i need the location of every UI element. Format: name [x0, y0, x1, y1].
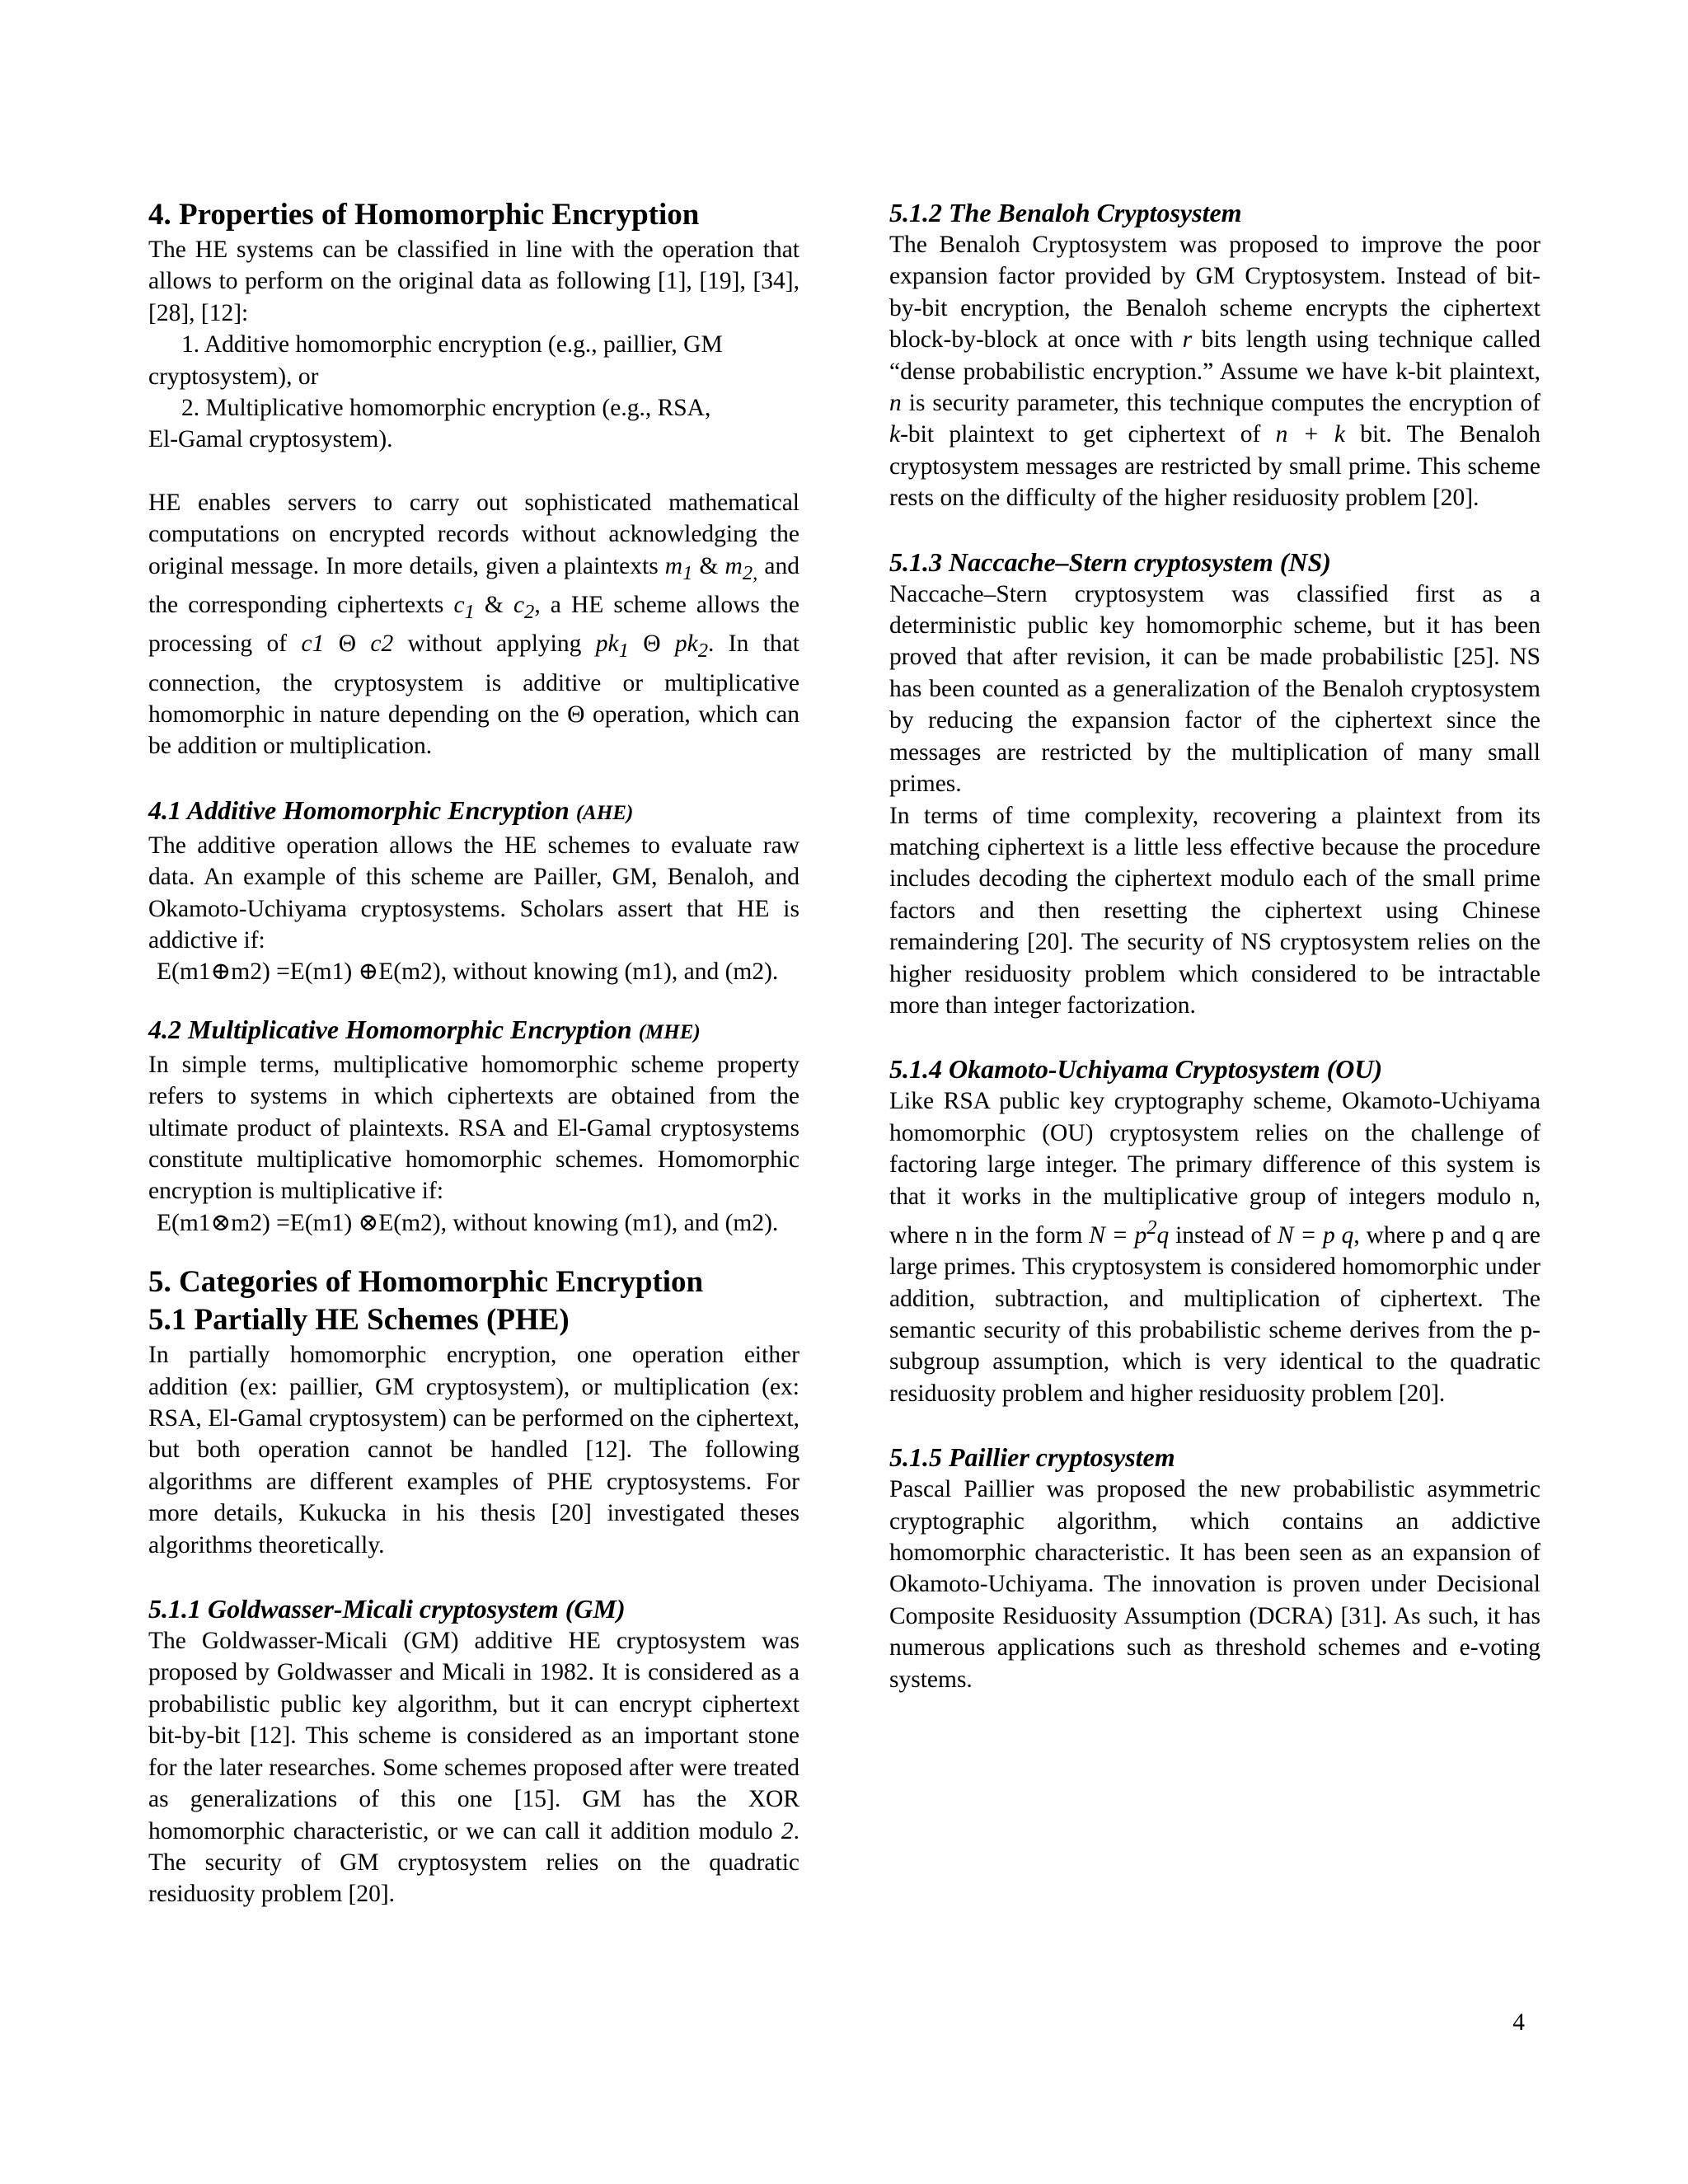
section-5-1-text: In partially homomorphic encryption, one operation either addition (ex: paillier, GM cryptosystem), or multiplication (ex: RSA, El-Gamal cryptosystem) can be performed on the ciphertext, but both operation cannot be handled [12]. The following algorithms are different examples of PHE cryptosystems. For more details, Kukucka in his thesis [20] investigated theses algorithms theoretically. [148, 1342, 799, 1558]
section-5-1-3-paragraph-2: In terms of time complexity, recovering a plaintext from its matching ciphertext is a little less effective because the procedure includes decoding the ciphertext modulo each of the small prime factors and then resetting the ciphertext using Chinese remaindering [20]. The security of NS cryptosystem relies on the higher residuosity problem which considered to be intractable more than integer factorization. [889, 802, 1540, 1019]
section-5-1-heading: 5.1 Partially HE Schemes (PHE) [148, 1303, 570, 1338]
right-column [889, 196, 1540, 1695]
page-number: 4 [1512, 2009, 1525, 2036]
multiplicative-formula: E(m1⊗m2) =E(m1) ⊗E(m2), without knowing (m1), and (m2). [157, 1209, 779, 1236]
section-4-intro: The HE systems can be classified in line with the operation that allows to perform on the original data as following [1], [19], [34], [28], [12]: [148, 237, 799, 326]
section-4-2-text: In simple terms, multiplicative homomorphic scheme property refers to systems in which ciphertexts are obtained from the ultimate product of plaintexts. RSA and El-Gamal cryptosystems constitute multiplicative homomorphic schemes. Homomorphic encryption is multiplicative if: [148, 1051, 799, 1205]
section-5-1-1-text: The Goldwasser-Micali (GM) additive HE cryptosystem was proposed by Goldwasser and Micali in 1982. It is considered as a probabilistic public key algorithm, but it can encrypt ciphertext bit-by-bit [12]. This scheme is considered as an important stone for the later researches. Some schemes proposed after were treated as generalizations of this one [15]. GM has the XOR homomorphic characteristic, or we can call it addition modulo 2. The security of GM cryptosystem relies on the quadratic residuosity problem [20]. [148, 1628, 799, 1908]
additive-formula: E(m1⊕m2) =E(m1) ⊕E(m2), without knowing (m1), and (m2). [157, 958, 779, 986]
section-5-1-1-heading: 5.1.1 Goldwasser-Micali cryptosystem (GM) [148, 1594, 626, 1624]
section-5-1-3-paragraph-1: Naccache–Stern cryptosystem was classified first as a deterministic public key homomorphic scheme, but it has been proved that after revision, it can be made probabilistic [25]. NS has been counted as a generalization of the Benaloh cryptosystem by reducing the expansion factor of the ciphertext since the messages are restricted by the multiplication of many small primes. [889, 580, 1540, 798]
section-4-paragraph-2: HE enables servers to carry out sophisticated mathematical computations on encrypted records without acknowledging the original message. In more details, given a plaintexts $m_1$ & $m_{2,}$ and the corresponding ciphertexts $c_1$ & $c_2$, a HE scheme allows the processing of c1 Θ c2 without applying $pk_1$ Θ $pk_2$. In that connection, the cryptosystem is additive or multiplicative homomorphic in nature depending on the Θ operation, which can be addition or multiplication. [148, 489, 799, 760]
section-5-1-2-text: The Benaloh Cryptosystem was proposed to improve the poor expansion factor provided by GM Cryptosystem. Instead of bit-by-bit encryption, the Benaloh scheme encrypts the ciphertext block-by-block at once with r bits length using technique called “dense probabilistic encryption.” Assume we have k-bit plaintext, n is security parameter, this technique computes the encryption of k-bit plaintext to get ciphertext of n + k bit. The Benaloh cryptosystem messages are restricted by small prime. This scheme rests on the difficulty of the higher residuosity problem [20]. [889, 232, 1540, 512]
left-column [148, 196, 799, 1910]
section-5-1-2-heading: 5.1.2 The Benaloh Cryptosystem [889, 198, 1242, 227]
list-item-1-line-1: 1. Additive homomorphic encryption (e.g., paillier, GM [181, 331, 723, 359]
section-5-1-4-heading: 5.1.4 Okamoto-Uchiyama Cryptosystem (OU) [889, 1054, 1383, 1085]
section-4-heading: 4. Properties of Homomorphic Encryption [148, 198, 700, 232]
section-4-2-heading: 4.2 Multiplicative Homomorphic Encryption (MHE) [148, 1014, 701, 1044]
section-4-1-heading: 4.1 Additive Homomorphic Encryption (AHE) [148, 794, 634, 825]
list-item-2-line-1: 2. Multiplicative homomorphic encryption (e.g., RSA, [181, 395, 711, 422]
section-5-1-4-text: Like RSA public key cryptography scheme, Okamoto-Uchiyama homomorphic (OU) cryptosystem relies on the challenge of factoring large integer. The primary difference of this system is that it works in the multiplicative group of integers modulo n, where n in the form $N = p^2q$ instead of N = p q, where p and q are large primes. This cryptosystem is considered homomorphic under addition, subtraction, and multiplication of ciphertext. The semantic security of this probabilistic scheme derives from the p-subgroup assumption, which is very identical to the quadratic residuosity problem and higher residuosity problem [20]. [889, 1088, 1540, 1407]
section-5-heading: 5. Categories of Homomorphic Encryption [148, 1265, 704, 1300]
list-item-2-line-2: El-Gamal cryptosystem). [148, 426, 393, 453]
section-5-1-5-heading: 5.1.5 Paillier cryptosystem [889, 1442, 1175, 1473]
list-item-1-line-2: cryptosystem), or [148, 363, 319, 390]
section-5-1-3-heading: 5.1.3 Naccache–Stern cryptosystem (NS) [889, 546, 1331, 577]
section-4-1-text: The additive operation allows the HE schemes to evaluate raw data. An example of this scheme are Pailler, GM, Benaloh, and Okamoto-Uchiyama cryptosystems. Scholars assert that HE is addictive if: [148, 832, 799, 954]
section-5-1-5-text: Pascal Paillier was proposed the new probabilistic asymmetric cryptographic algorithm, which contains an addictive homomorphic characteristic. It has been seen as an expansion of Okamoto-Uchiyama. The innovation is proven under Decisional Composite Residuosity Assumption (DCRA) [31]. As such, it has numerous applications such as threshold schemes and e-voting systems. [889, 1476, 1540, 1693]
